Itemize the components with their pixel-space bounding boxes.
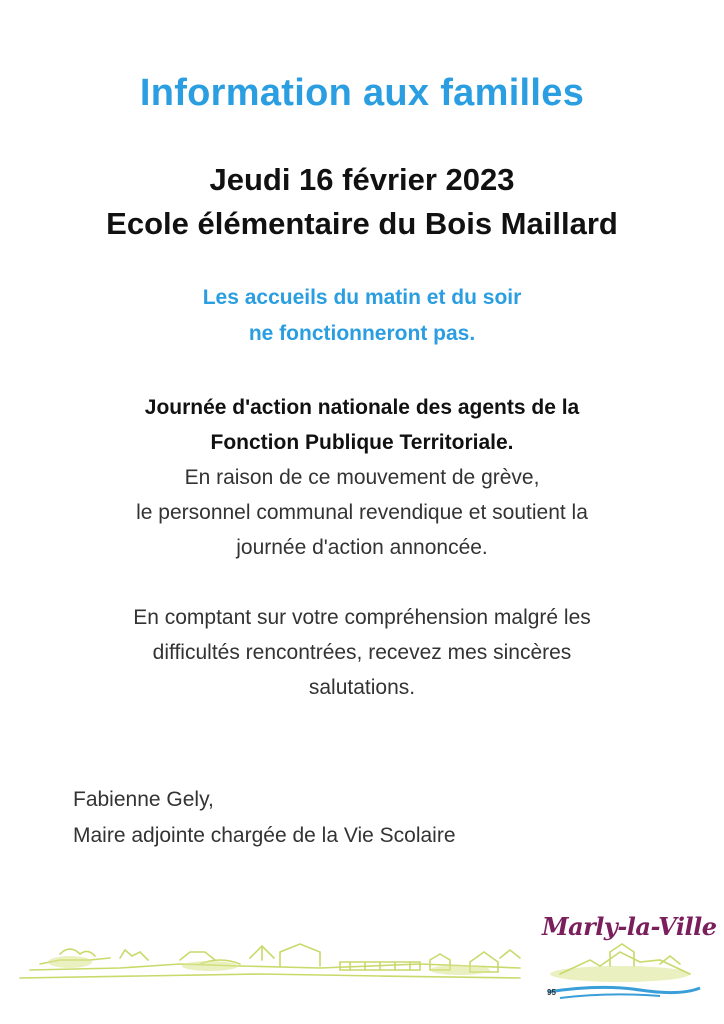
action-heading-line-1: Journée d'action nationale des agents de la [144,396,580,419]
closing-line-3: salutations. [308,676,416,699]
closing-paragraph [40,600,684,705]
notice-line-1: Les accueils du matin et du soir [202,286,522,309]
closing-line-2: difficultés rencontrées, recevez mes sincères [152,641,572,664]
strike-explanation [40,390,684,565]
page-title: Information aux familles [139,72,585,114]
notice-line-2: ne fonctionneront pas. [248,322,476,345]
action-heading-line-2: Fonction Publique Territoriale. [210,431,514,454]
river-wave [548,987,700,992]
village-landscape-illustration [0,930,724,1010]
school-name: Ecole élémentaire du Bois Maillard [106,206,618,241]
signatory-name: Fabienne Gely, [73,788,214,811]
signatory-role: Maire adjointe chargée de la Vie Scolaire [73,824,456,847]
closing-line-1: En comptant sur votre compréhension malgré les [133,606,591,629]
event-header [0,158,724,246]
service-notice [0,280,724,352]
body-line-3: journée d'action annoncée. [236,536,488,559]
signature-block [73,782,456,854]
department-number: 95 [547,988,556,997]
town-logo: Marly-la-Ville [542,912,717,941]
event-date: Jeudi 16 février 2023 [209,162,515,197]
body-line-1: En raison de ce mouvement de grève, [184,466,540,489]
body-line-2: le personnel communal revendique et soutient la [136,501,588,524]
